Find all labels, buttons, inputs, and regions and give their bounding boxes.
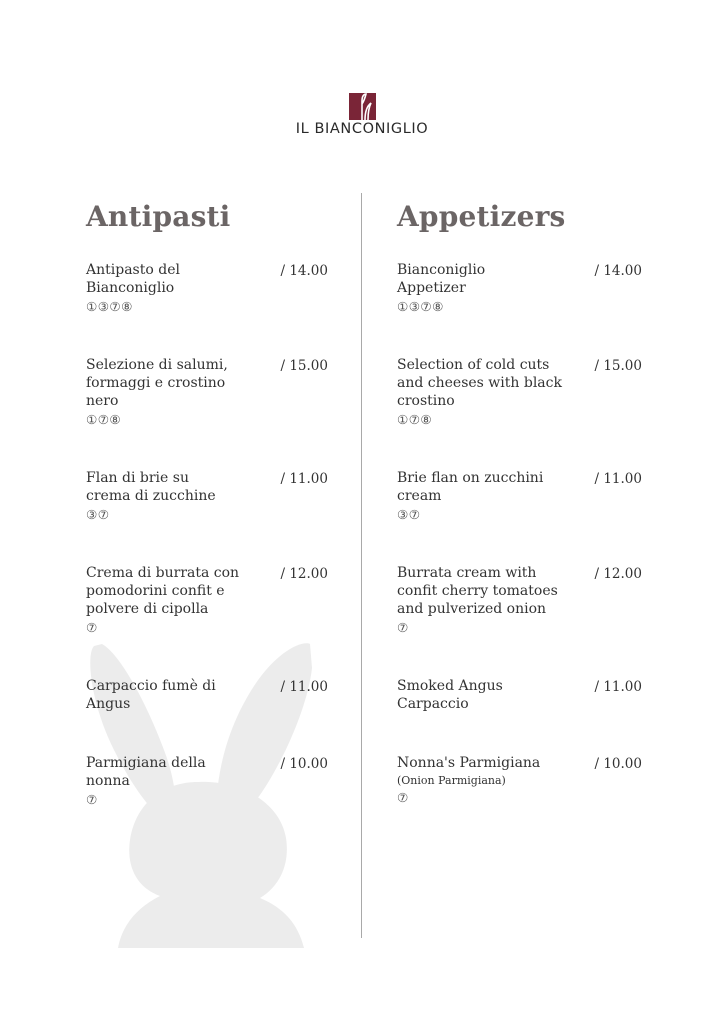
allergen-codes: ①③⑦⑧ [397, 299, 444, 314]
menu-item-note: (Onion Parmigiana) [397, 773, 506, 787]
heading-antipasti: Antipasti [86, 200, 231, 233]
allergen-codes: ⑦ [86, 792, 98, 807]
menu-item-name: Carpaccio fumè di Angus [86, 678, 216, 712]
menu-item-name: Brie flan on zucchini cream [397, 470, 544, 504]
menu-item-name: Parmigiana della nonna [86, 755, 206, 789]
menu-item-name: Crema di burrata con pomodorini confit e polvere di cipolla [86, 565, 240, 617]
menu-item-price: / 14.00 [280, 263, 328, 279]
allergen-codes: ⑦ [397, 790, 409, 805]
allergen-codes: ⑦ [397, 620, 409, 635]
menu-item-price: / 12.00 [280, 566, 328, 582]
logo-rabbit-icon [349, 93, 376, 120]
menu-item-name: Selection of cold cuts and cheeses with black crostino [397, 357, 562, 409]
brand-name: IL BIANCONIGLIO [295, 121, 429, 137]
menu-item-price: / 10.00 [280, 756, 328, 772]
menu-item-price: / 11.00 [594, 471, 642, 487]
allergen-codes: ③⑦ [397, 507, 421, 522]
heading-appetizers: Appetizers [397, 200, 566, 233]
menu-item-price: / 11.00 [280, 679, 328, 695]
menu-item-name: Selezione di salumi, formaggi e crostino nero [86, 357, 228, 409]
allergen-codes: ③⑦ [86, 507, 110, 522]
allergen-codes: ⑦ [86, 620, 98, 635]
menu-item-block [397, 755, 567, 788]
menu-item-price: / 11.00 [280, 471, 328, 487]
menu-item-price: / 15.00 [594, 358, 642, 374]
menu-item-price: / 10.00 [594, 756, 642, 772]
menu-item-price: / 15.00 [280, 358, 328, 374]
menu-item-name: Burrata cream with confit cherry tomatoes and pulverized onion [397, 565, 558, 617]
menu-item-name: Antipasto del Bianconiglio [86, 262, 180, 296]
menu-item-name: Flan di brie su crema di zucchine [86, 470, 216, 504]
menu-item-name: Nonna's Parmigiana [397, 755, 541, 771]
menu-item-name: Smoked Angus Carpaccio [397, 678, 503, 712]
allergen-codes: ①③⑦⑧ [86, 299, 133, 314]
menu-item-price: / 12.00 [594, 566, 642, 582]
column-divider [361, 193, 362, 938]
allergen-codes: ①⑦⑧ [86, 412, 122, 427]
menu-item-name: Bianconiglio Appetizer [397, 262, 486, 296]
allergen-codes: ①⑦⑧ [397, 412, 433, 427]
menu-item-price: / 14.00 [594, 263, 642, 279]
menu-item-price: / 11.00 [594, 679, 642, 695]
